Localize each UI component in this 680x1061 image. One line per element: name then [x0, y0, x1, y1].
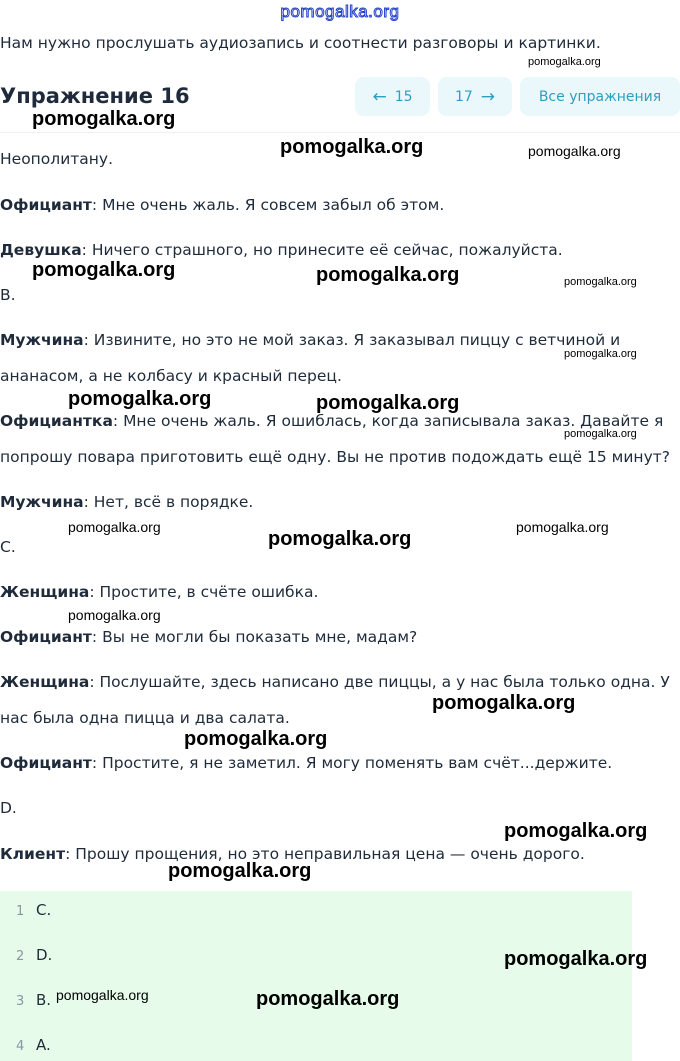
section-label: C.: [0, 538, 16, 556]
watermark: pomogalka.org: [432, 692, 576, 714]
arrow-left-icon: ←: [372, 86, 387, 107]
page-title: Упражнение 16: [0, 84, 190, 108]
watermark: pomogalka.org: [32, 259, 176, 281]
all-exercises-button[interactable]: [520, 77, 680, 116]
watermark: pomogalka.org: [504, 820, 648, 842]
transcript-line: Девушка: Ничего страшного, но принесите её сейчас, пожалуйста.: [0, 241, 563, 259]
transcript-line: Официант: Мне очень жаль. Я совсем забыл об этом.: [0, 196, 445, 214]
transcript-line: нас была одна пицца и два салата.: [0, 709, 290, 727]
arrow-right-icon: →: [480, 86, 496, 107]
watermark: pomogalka.org: [564, 276, 637, 288]
transcript-line: Клиент: Прошу прощения, но это неправильная цена — очень дорого.: [0, 845, 585, 863]
next-exercise-label: 17: [454, 88, 473, 105]
transcript-line: Официант: Простите, я не заметил. Я могу поменять вам счёт...держите.: [0, 754, 613, 772]
transcript-line: попрошу повара приготовить ещё одну. Вы не против подождать ещё 15 минут?: [0, 448, 670, 466]
next-exercise-button[interactable]: [438, 77, 512, 116]
transcript-line: Мужчина: Извините, но это не мой заказ. Я заказывал пиццу с ветчиной и: [0, 331, 621, 349]
watermark: pomogalka.org: [316, 392, 460, 414]
transcript-line: ананасом, а не колбасу и красный перец.: [0, 367, 342, 385]
watermark: pomogalka.org: [184, 728, 328, 750]
transcript-line: Женщина: Послушайте, здесь написано две пиццы, а у нас была только одна. У: [0, 673, 670, 691]
watermark: pomogalka.org: [528, 56, 601, 68]
transcript-line: Официантка: Мне очень жаль. Я ошиблась, когда записывала заказ. Давайте я: [0, 412, 664, 430]
section-label: D.: [0, 799, 17, 817]
watermark: pomogalka.org: [168, 860, 312, 882]
answer-row: 1 C.: [16, 901, 52, 919]
section-label: B.: [0, 286, 16, 304]
transcript-line: Неополитану.: [0, 150, 114, 168]
watermark: pomogalka.org: [32, 108, 176, 130]
watermark: pomogalka.org: [516, 519, 609, 535]
watermark: pomogalka.org: [504, 948, 648, 970]
site-watermark: pomogalka.org: [280, 2, 400, 21]
watermark: pomogalka.org: [280, 136, 424, 158]
watermark: pomogalka.org: [564, 348, 637, 360]
answer-row: 3 B.: [16, 991, 52, 1009]
answer-row: 4 A.: [16, 1036, 51, 1054]
transcript-line: Мужчина: Нет, всё в порядке.: [0, 493, 254, 511]
watermark: pomogalka.org: [68, 388, 212, 410]
transcript-line: Женщина: Простите, в счёте ошибка.: [0, 583, 319, 601]
prev-exercise-label: 15: [394, 88, 413, 105]
watermark: pomogalka.org: [68, 607, 161, 623]
watermark: pomogalka.org: [316, 264, 460, 286]
answer-box: [0, 891, 632, 1061]
prev-exercise-button[interactable]: [355, 77, 430, 116]
watermark: pomogalka.org: [56, 987, 149, 1003]
watermark: pomogalka.org: [68, 519, 161, 535]
answer-row: 2 D.: [16, 946, 53, 964]
transcript-line: Официант: Вы не могли бы показать мне, мадам?: [0, 628, 418, 646]
intro-text: Нам нужно прослушать аудиозапись и соотнести разговоры и картинки.: [0, 34, 601, 52]
all-exercises-label: Все упражнения: [538, 88, 662, 105]
watermark: pomogalka.org: [268, 528, 412, 550]
watermark: pomogalka.org: [256, 988, 400, 1010]
watermark: pomogalka.org: [564, 428, 637, 440]
watermark: pomogalka.org: [528, 143, 621, 159]
